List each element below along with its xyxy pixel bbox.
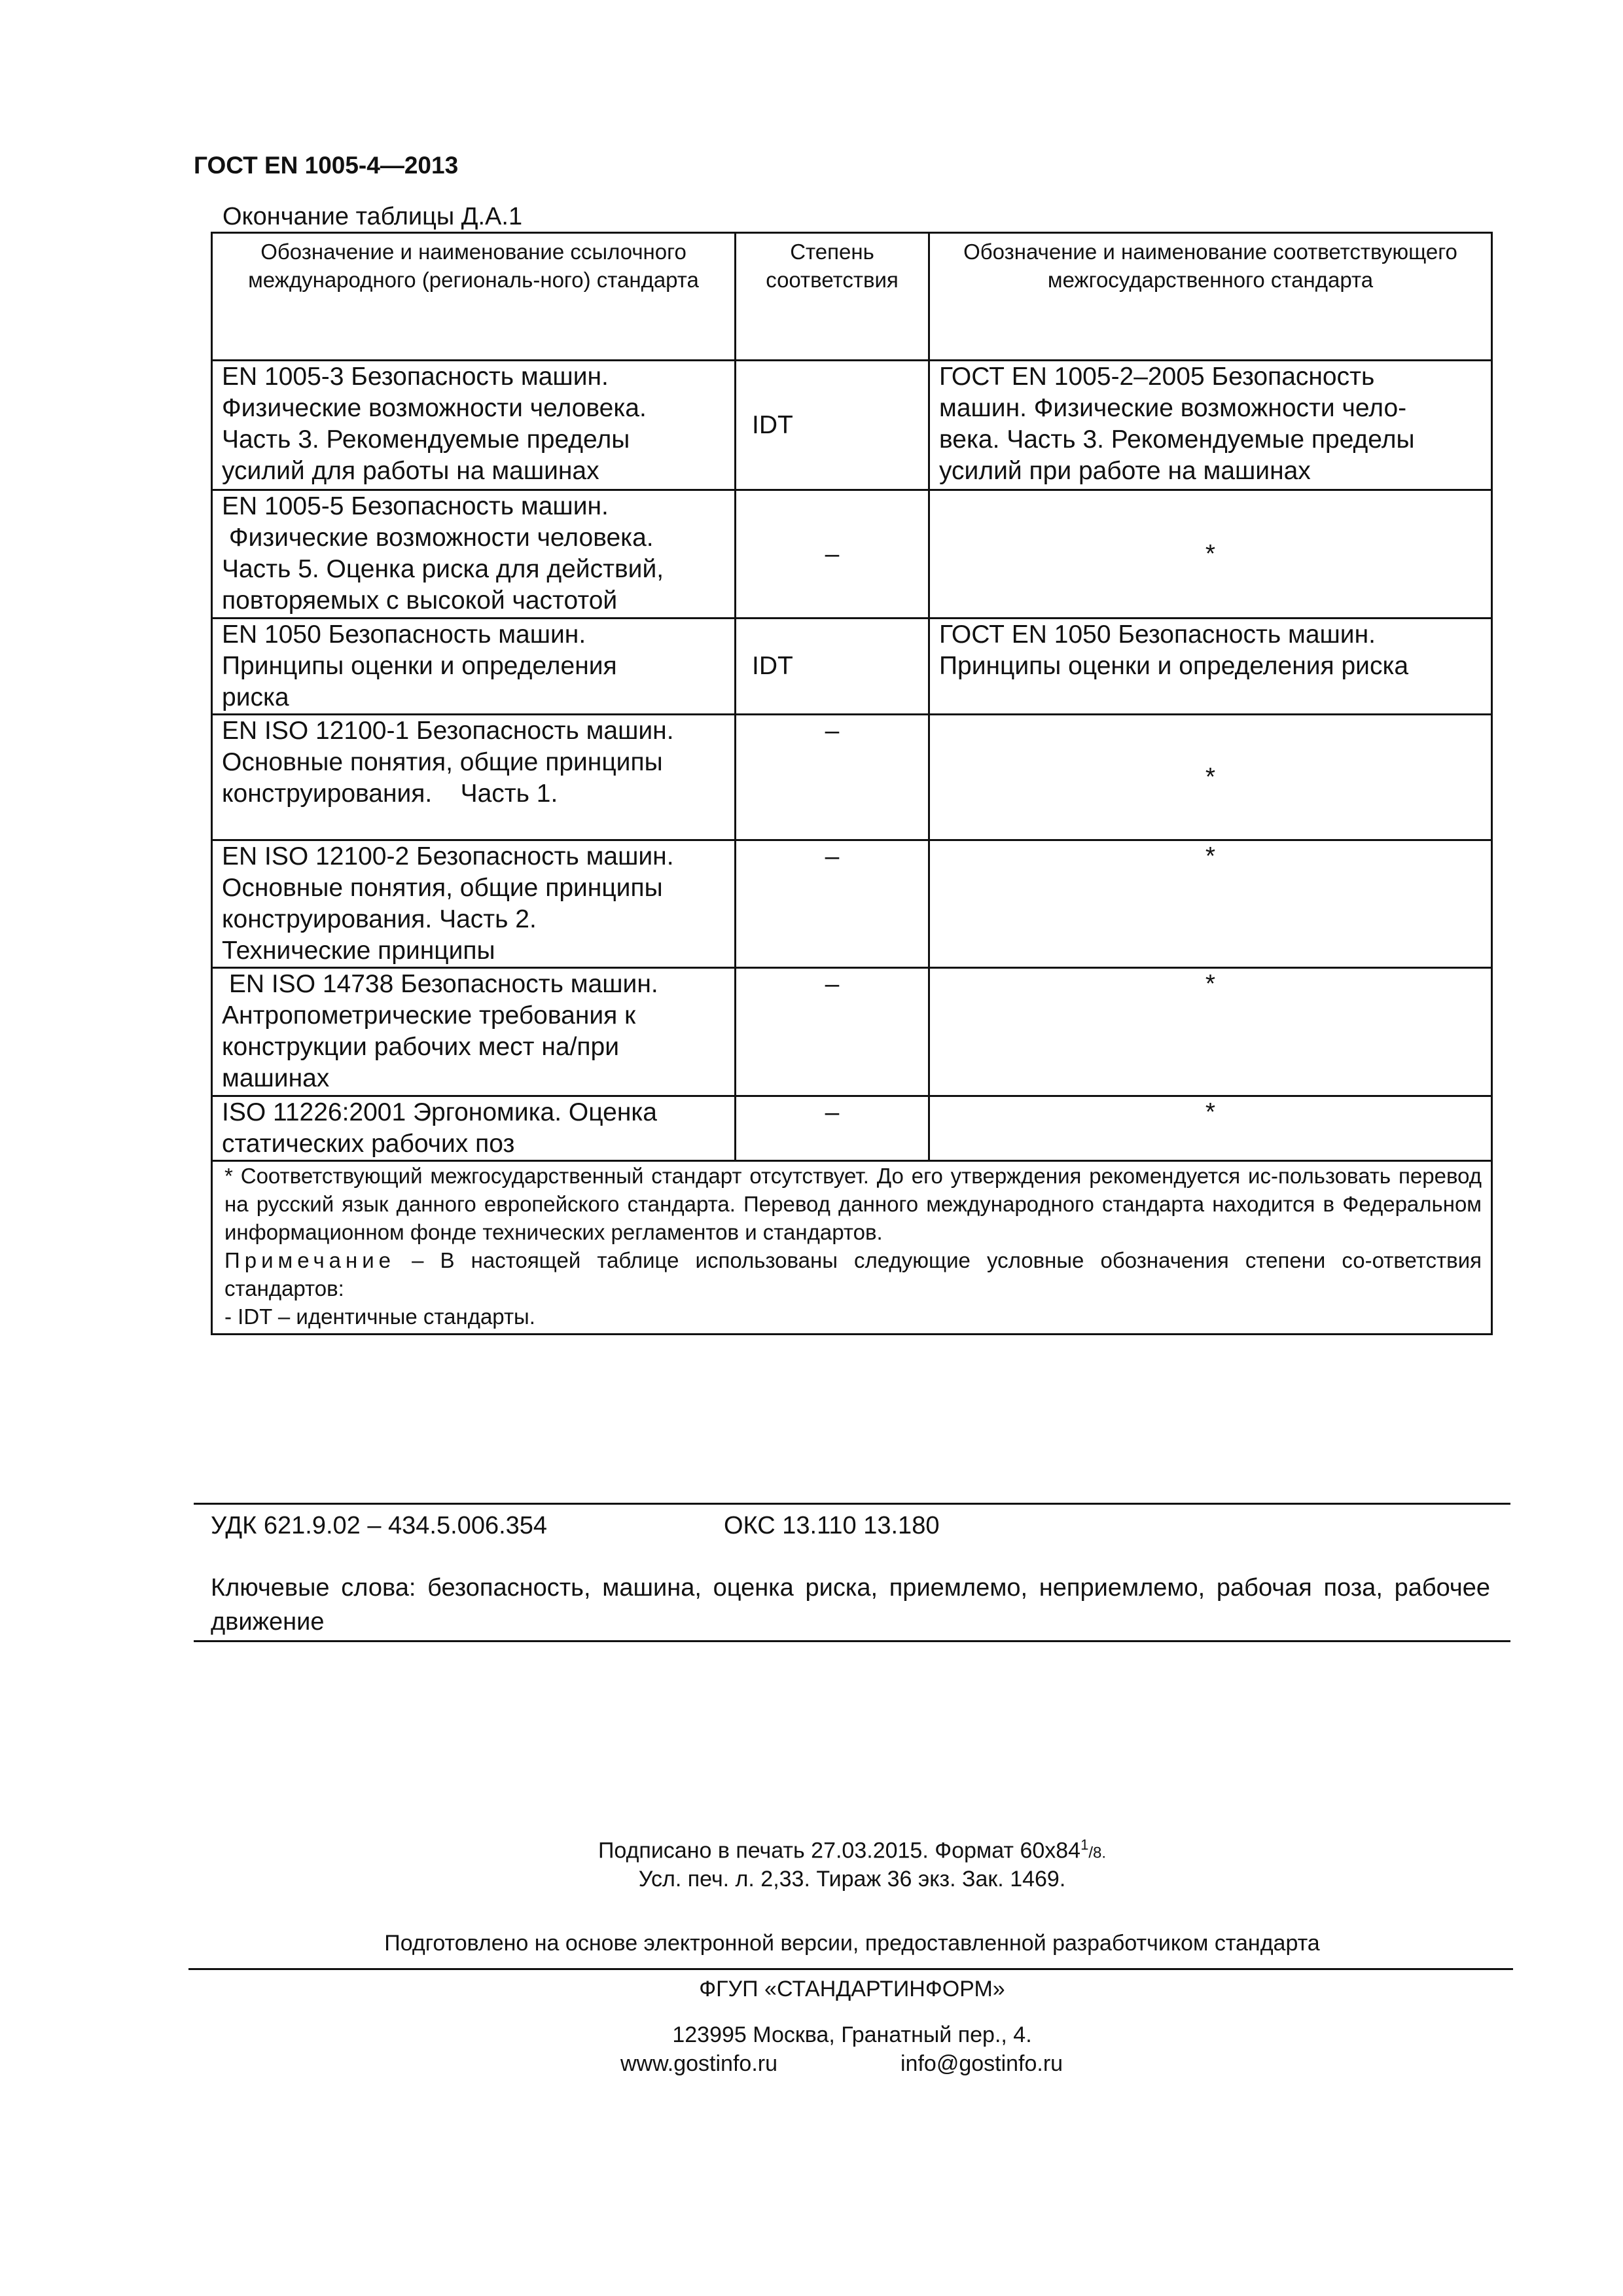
header-intl-standard: Обозначение и наименование ссылочного международного (региональ-ного) стандарта xyxy=(212,233,736,361)
publisher-email[interactable]: info@gostinfo.ru xyxy=(901,2051,1063,2076)
header-degree: Степень соответствия xyxy=(736,233,929,361)
header-gost-standard: Обозначение и наименование соответствующего межгосударственного стандарта xyxy=(929,233,1492,361)
table-row xyxy=(212,490,1492,619)
divider-keywords xyxy=(194,1640,1510,1642)
print-info: Усл. печ. л. 2,33. Тираж 36 экз. Зак. 1469. xyxy=(638,1867,1066,1892)
standards-table xyxy=(211,232,1493,1335)
gost-standard-cell: * xyxy=(929,968,1492,1096)
gost-standard-cell: ГОСТ EN 1005-2–2005 Безопасность машин. Физические возможности чело- века. Часть 3. Рекомендуемые пределы усилий при работе на машинах xyxy=(929,361,1492,490)
note-item: - IDT – идентичные стандарты. xyxy=(224,1304,535,1329)
note-paragraph xyxy=(224,1246,1482,1302)
table-footnote xyxy=(212,1161,1492,1335)
degree-cell: – xyxy=(736,840,929,968)
document-code: ГОСТ EN 1005-4—2013 xyxy=(194,152,459,179)
oks-code: ОКС 13.110 13.180 xyxy=(724,1512,940,1539)
prepared-note: Подготовлено на основе электронной версии, предоставленной разработчиком стандарта xyxy=(384,1931,1320,1956)
intl-standard-cell: EN 1005-5 Безопасность машин. Физические возможности человека. Часть 5. Оценка риска для действий, повторяемых с высокой частотой xyxy=(212,490,736,619)
publisher-address: 123995 Москва, Гранатный пер., 4. xyxy=(672,2022,1032,2047)
intl-standard-cell: EN ISO 12100-1 Безопасность машин. Основные понятия, общие принципы конструирования. Часть 1. xyxy=(212,715,736,840)
publisher-website[interactable]: www.gostinfo.ru xyxy=(620,2051,777,2076)
degree-cell: – xyxy=(736,490,929,619)
gost-standard-cell: * xyxy=(929,490,1492,619)
intl-standard-cell: ISO 11226:2001 Эргономика. Оценка статических рабочих поз xyxy=(212,1096,736,1161)
divider-top xyxy=(194,1503,1510,1505)
table-row xyxy=(212,715,1492,840)
intl-standard-cell: EN ISO 12100-2 Безопасность машин. Основные понятия, общие принципы конструирования. Часть 2. Технические принципы xyxy=(212,840,736,968)
degree-cell: IDT xyxy=(736,361,929,490)
signed-for-print: Подписано в печать 27.03.2015. Формат $60x84^1/8$. xyxy=(597,1837,1107,1863)
table-row xyxy=(212,840,1492,968)
intl-standard-cell: EN ISO 14738 Безопасность машин. Антропометрические требования к конструкции рабочих мест на/при машинах xyxy=(212,968,736,1096)
note-text: – В настоящей таблице использованы следующие условные обозначения степени со-ответствия стандартов: xyxy=(224,1248,1482,1300)
degree-cell: – xyxy=(736,1096,929,1161)
divider-imprint xyxy=(188,1968,1513,1970)
publisher-name: ФГУП «СТАНДАРТИНФОРМ» xyxy=(699,1977,1005,2001)
table-header-row xyxy=(212,233,1492,361)
table-caption: Окончание таблицы Д.А.1 xyxy=(223,203,523,230)
degree-cell: – xyxy=(736,968,929,1096)
table-footnote-row xyxy=(212,1161,1492,1335)
intl-standard-cell: EN 1005-3 Безопасность машин. Физические возможности человека. Часть 3. Рекомендуемые пределы усилий для работы на машинах xyxy=(212,361,736,490)
note-label: Примечание xyxy=(224,1248,396,1272)
table-row xyxy=(212,619,1492,715)
intl-standard-cell: EN 1050 Безопасность машин. Принципы оценки и определения риска xyxy=(212,619,736,715)
footnote-text: * Соответствующий межгосударственный стандарт отсутствует. До его утверждения рекомендуется ис-пользовать перевод на русский язык данного европейского стандарта. Перевод данного международного стандарта находится в Федеральном информационном фонде технических регламентов и стандартов. xyxy=(224,1164,1482,1244)
keywords: Ключевые слова: безопасность, машина, оценка риска, приемлемо, неприемлемо, рабочая поза, рабочее движение xyxy=(211,1574,1490,1636)
degree-cell: – xyxy=(736,715,929,840)
udk-code: УДК 621.9.02 – 434.5.006.354 xyxy=(211,1512,548,1539)
gost-standard-cell: * xyxy=(929,715,1492,840)
table-row xyxy=(212,361,1492,490)
gost-standard-cell: * xyxy=(929,1096,1492,1161)
gost-standard-cell: * xyxy=(929,840,1492,968)
degree-cell: IDT xyxy=(736,619,929,715)
gost-standard-cell: ГОСТ EN 1050 Безопасность машин. Принципы оценки и определения риска xyxy=(929,619,1492,715)
table-row xyxy=(212,1096,1492,1161)
table-row xyxy=(212,968,1492,1096)
